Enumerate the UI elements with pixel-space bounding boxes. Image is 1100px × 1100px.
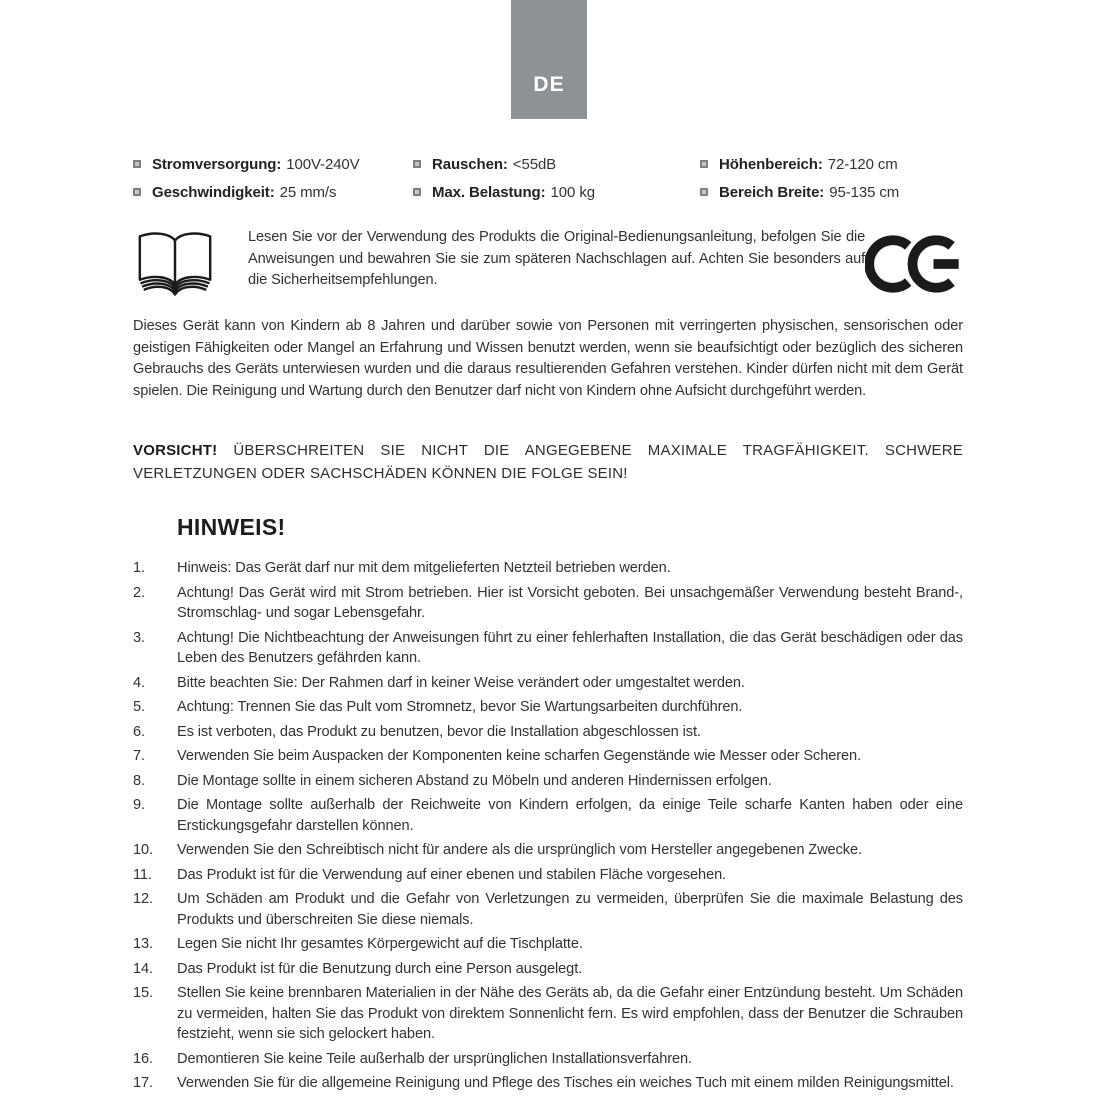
notice-item-number: 1. [133, 560, 145, 576]
notice-item-text: Das Produkt ist für die Verwendung auf einer ebenen und stabilen Fläche vorgesehen. [177, 866, 727, 883]
notice-item-number: 3. [133, 629, 145, 646]
spec-label: Bereich Breite: [719, 183, 825, 201]
notice-item-text: Die Montage sollte außerhalb der Reichweite von Kindern erfolgen, da einige Teile scharfe Kanten haben oder eine Erstickungsgefahr darstellen können. [177, 797, 963, 834]
page-content [0, 150, 1100, 1094]
caution-label: VORSICHT! [133, 442, 218, 459]
spec-row [133, 150, 413, 178]
caution-text: ÜBERSCHREITEN SIE NICHT DIE ANGEGEBENE MAXIMALE TRAGFÄHIGKEIT. SCHWERE VERLETZUNGEN ODER SACHSCHÄDEN KÖNNEN DIE FOLGE SEIN! [133, 442, 963, 482]
notice-item-number: 6. [133, 723, 145, 740]
notice-item-text: Verwenden Sie den Schreibtisch nicht für andere als die ursprünglich vom Hersteller angegebenen Zwecke. [177, 842, 862, 858]
notice-item-text: Achtung: Trennen Sie das Pult vom Stromnetz, bevor Sie Wartungsarbeiten durchführen. [177, 699, 743, 715]
notice-item-number: 14. [133, 960, 153, 977]
manual-note-section [133, 227, 963, 301]
notice-item-number: 5. [133, 699, 145, 715]
notice-item-number: 10. [133, 842, 153, 858]
spec-label: Rauschen: [432, 155, 508, 173]
spec-row [413, 150, 700, 178]
notice-item [133, 697, 963, 718]
notice-item-text: Demontieren Sie keine Teile außerhalb der ursprünglichen Installationsverfahren. [177, 1050, 692, 1067]
language-tab-label: DE [533, 73, 565, 96]
notice-item [133, 1049, 963, 1070]
notice-item-text: Verwenden Sie beim Auspacken der Komponenten keine scharfen Gegenstände wie Messer oder Scheren. [177, 748, 862, 764]
notice-item-text: Bitte beachten Sie: Der Rahmen darf in keiner Weise verändert oder umgestaltet werden. [177, 674, 745, 691]
notice-item [133, 959, 963, 980]
spec-label: Geschwindigkeit: [152, 183, 275, 201]
notice-item [133, 722, 963, 743]
spec-value: 100 kg [550, 183, 595, 201]
notice-item-text: Um Schäden am Produkt und die Gefahr von Verletzungen zu vermeiden, überprüfen Sie die maximale Belastung des Produkts und überschreiten Sie diese niemals. [177, 891, 963, 928]
notice-item-number: 9. [133, 797, 145, 813]
bullet-square-icon [133, 188, 141, 196]
spec-value: 100V-240V [286, 155, 360, 173]
manual-note-text: Lesen Sie vor der Verwendung des Produkts die Original-Bedienungsanleitung, befolgen Sie die Anweisungen und bewahren Sie sie zum späteren Nachschlagen auf. Achten Sie besonders auf die Sicherheitsempfehlungen. [248, 229, 866, 288]
notice-item [133, 583, 963, 624]
notice-item-number: 13. [133, 936, 153, 952]
notice-item [133, 934, 963, 955]
spec-row [700, 178, 963, 206]
notice-item [133, 889, 963, 930]
specs-column-2 [413, 150, 700, 206]
spec-value: 25 mm/s [279, 183, 337, 201]
notice-item-number: 8. [133, 772, 145, 789]
spec-row [133, 178, 413, 206]
open-book-icon [133, 229, 217, 301]
notice-item [133, 673, 963, 694]
notice-item-number: 11. [133, 866, 152, 883]
specs-column-3 [700, 150, 963, 206]
specs-section [133, 150, 963, 206]
notice-item [133, 1073, 963, 1094]
spec-label: Max. Belastung: [432, 183, 546, 201]
spec-label: Höhenbereich: [719, 155, 823, 173]
notice-item-number: 12. [133, 891, 153, 907]
notice-item-text: Verwenden Sie für die allgemeine Reinigung und Pflege des Tisches ein weiches Tuch mit einem milden Reinigungsmittel. [177, 1075, 954, 1091]
notice-heading: HINWEIS! [177, 514, 286, 540]
notice-item [133, 628, 963, 669]
children-safety-paragraph: Dieses Gerät kann von Kindern ab 8 Jahren und darüber sowie von Personen mit verringerten physischen, sensorischen oder geistigen Fähigkeiten oder Mangel an Erfahrung und Wissen benutzt werden, wenn sie beaufsichtigt oder bezüglich des sicheren Gebrauchs des Geräts unterwiesen wurden und die daraus resultierenden Gefahren verstehen. Kinder dürfen nicht mit dem Gerät spielen. Die Reinigung und Wartung durch den Benutzer darf nicht von Kindern ohne Aufsicht durchgeführt werden. [133, 318, 963, 399]
notice-item-text: Die Montage sollte in einem sicheren Abstand zu Möbeln und anderen Hindernissen erfolgen. [177, 772, 772, 789]
notice-item-text: Hinweis: Das Gerät darf nur mit dem mitgelieferten Netzteil betrieben werden. [177, 560, 671, 576]
spec-value: 95-135 cm [829, 183, 900, 201]
notice-item-number: 2. [133, 584, 145, 601]
bullet-square-icon [133, 160, 141, 168]
notice-item [133, 865, 963, 886]
notice-item [133, 983, 963, 1045]
ce-mark-icon [865, 229, 963, 299]
bullet-square-icon [700, 160, 708, 168]
notice-list [133, 558, 963, 1094]
bullet-square-icon [413, 188, 421, 196]
notice-item-text: Legen Sie nicht Ihr gesamtes Körpergewicht auf die Tischplatte. [177, 936, 583, 952]
notice-item [133, 746, 963, 767]
caution-paragraph [133, 439, 963, 485]
notice-item-number: 15. [133, 985, 153, 1001]
notice-item-text: Das Produkt ist für die Benutzung durch eine Person ausgelegt. [177, 960, 583, 977]
notice-item-number: 17. [133, 1075, 153, 1091]
language-tab-de [511, 0, 587, 119]
notice-item [133, 840, 963, 861]
specs-column-1 [133, 150, 413, 206]
notice-item [133, 558, 963, 579]
spec-value: 72-120 cm [827, 155, 898, 173]
notice-item-text: Stellen Sie keine brennbaren Materialien in der Nähe des Geräts ab, da die Gefahr einer Entzündung besteht. Um Schäden zu vermeiden, halten Sie das Produkt von direktem Sonnenlicht fern. Es wird empfohlen, dass der Benutzer die Schrauben festzieht, wenn sie sich gelockert haben. [177, 985, 963, 1042]
spec-row [413, 178, 700, 206]
notice-item-number: 16. [133, 1050, 153, 1067]
spec-row [700, 150, 963, 178]
notice-item-text: Achtung! Das Gerät wird mit Strom betrieben. Hier ist Vorsicht geboten. Bei unsachgemäßer Verwendung besteht Brand-, Stromschlag- und sogar Lebensgefahr. [177, 584, 963, 621]
notice-item-number: 7. [133, 748, 145, 764]
notice-item [133, 771, 963, 792]
bullet-square-icon [413, 160, 421, 168]
notice-item-number: 4. [133, 674, 145, 691]
spec-value: <55dB [512, 155, 557, 173]
bullet-square-icon [700, 188, 708, 196]
notice-item-text: Achtung! Die Nichtbeachtung der Anweisungen führt zu einer fehlerhaften Installation, die das Gerät beschädigen oder das Leben des Benutzers gefährden kann. [177, 629, 963, 666]
notice-item [133, 795, 963, 836]
notice-item-text: Es ist verboten, das Produkt zu benutzen, bevor die Installation abgeschlossen ist. [177, 723, 701, 740]
spec-label: Stromversorgung: [152, 155, 282, 173]
